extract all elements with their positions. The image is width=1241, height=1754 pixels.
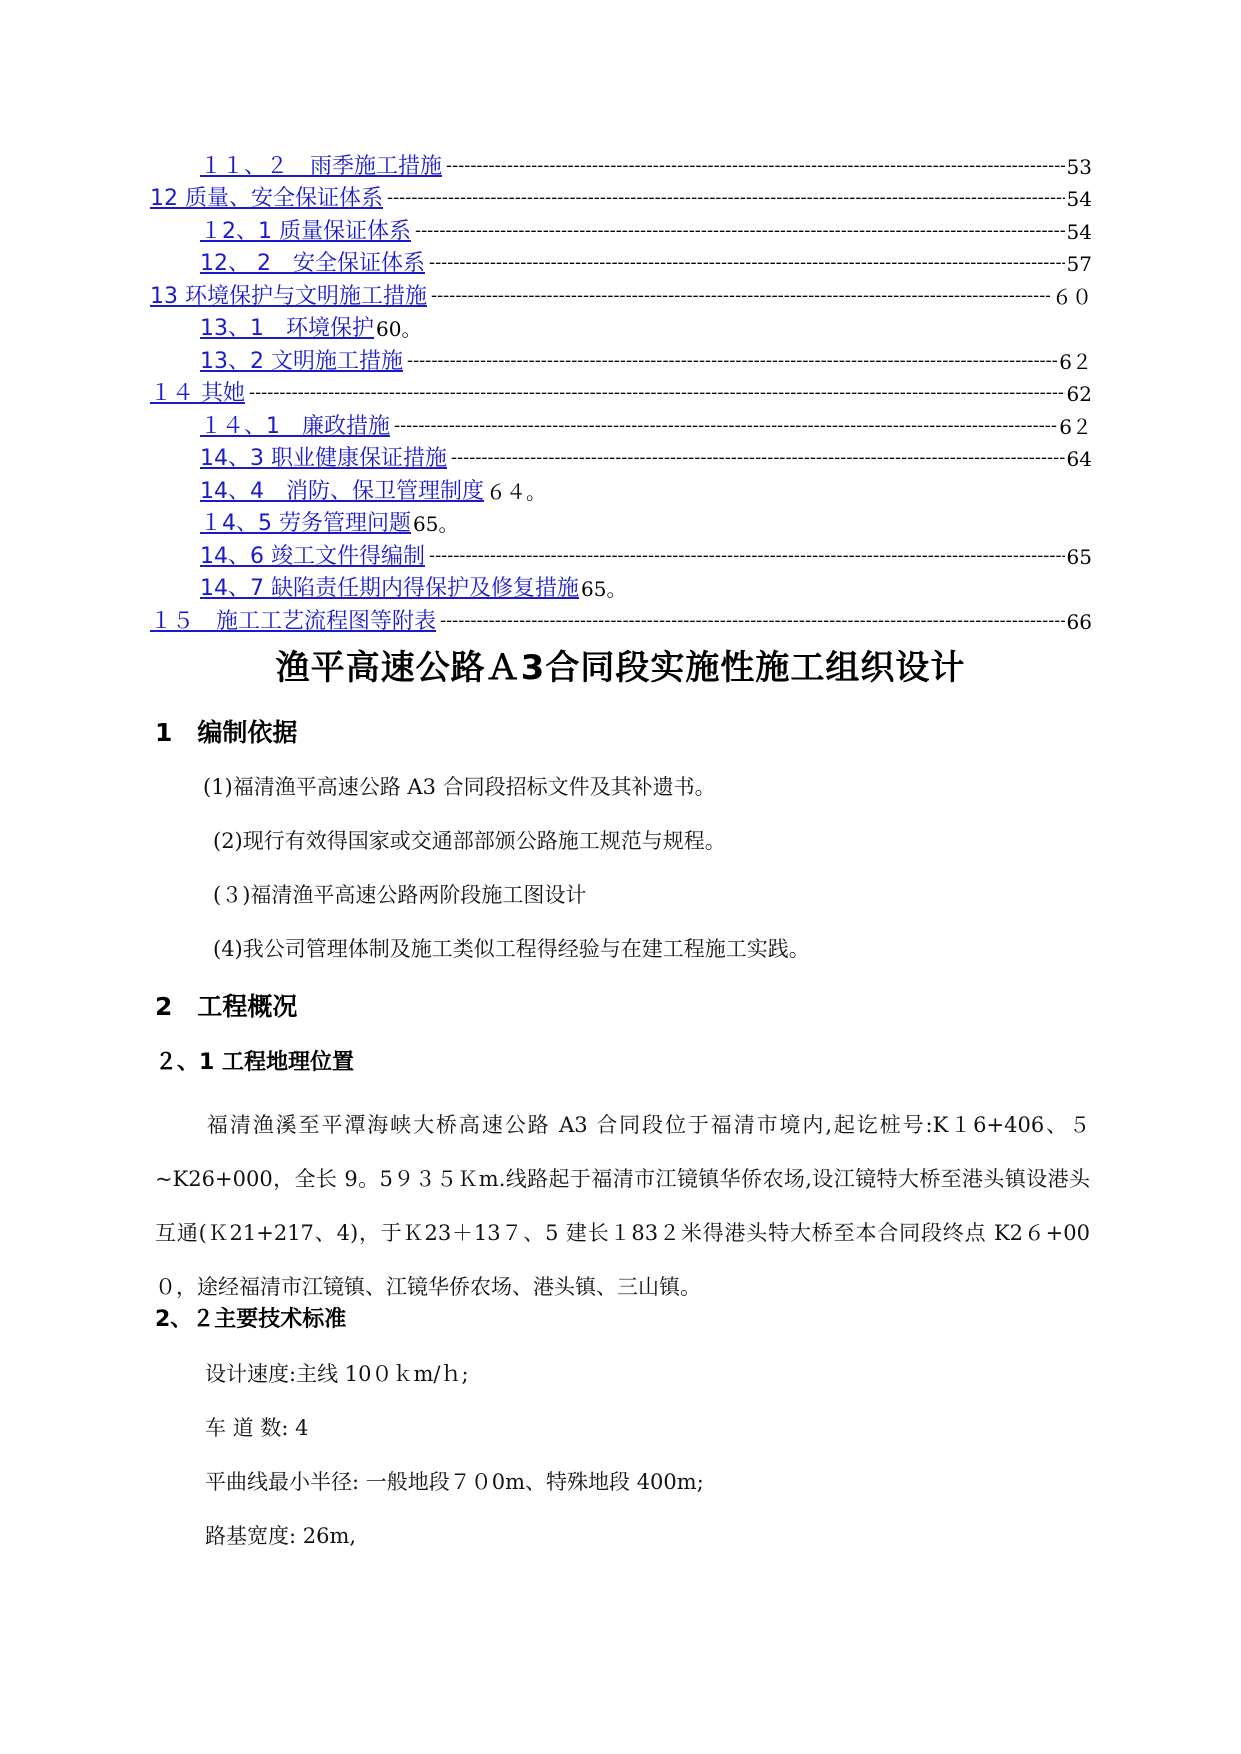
- basis-item: (2)现行有效得国家或交通部部颁公路施工规范与规程。: [213, 829, 726, 853]
- toc-leader-dashes: [431, 286, 1050, 306]
- toc-entry-link[interactable]: 12 质量、安全保证体系: [150, 186, 383, 211]
- toc-entry[interactable]: [150, 278, 1092, 311]
- toc-entry[interactable]: [150, 441, 1092, 474]
- toc-page-number: ６０: [1052, 284, 1092, 309]
- toc-page-number: 53: [1066, 154, 1092, 179]
- table-of-contents: [150, 148, 1092, 636]
- spec-line: 平曲线最小半径: 一般地段７０0m、特殊地段 400m;: [205, 1470, 704, 1494]
- toc-entry[interactable]: [150, 571, 1092, 604]
- toc-page-number: 62: [1066, 382, 1092, 406]
- toc-entry[interactable]: [150, 148, 1092, 181]
- toc-entry[interactable]: [150, 506, 1092, 539]
- toc-leader-dashes: [429, 546, 1065, 566]
- toc-entry-link[interactable]: １１、２ 雨季施工措施: [200, 153, 443, 179]
- toc-page-number: 60。: [376, 317, 422, 341]
- toc-entry-link[interactable]: １4、5 劳务管理问题: [200, 511, 411, 536]
- section-heading-overview: 2 工程概况: [155, 992, 298, 1021]
- document-title: 渔平高速公路Ａ3合同段实施性施工组织设计: [275, 648, 966, 688]
- toc-entry-link[interactable]: １４ 其她: [150, 381, 245, 406]
- subsection-heading-standards: 2、２主要技术标准: [155, 1307, 347, 1332]
- toc-page-number: 65。: [413, 512, 459, 536]
- toc-entry-link[interactable]: １４、1 廉政措施: [200, 413, 390, 439]
- toc-page-number: 6２: [1059, 349, 1092, 374]
- toc-page-number: 64: [1066, 447, 1092, 471]
- toc-page-number: ６４。: [486, 479, 546, 504]
- toc-entry-link[interactable]: 12、 2 安全保证体系: [200, 251, 425, 276]
- toc-entry-link[interactable]: １５ 施工工艺流程图等附表: [150, 608, 437, 634]
- toc-leader-dashes: [446, 156, 1065, 176]
- toc-leader-dashes: [387, 188, 1065, 208]
- toc-entry-link[interactable]: 14、7 缺陷责任期内得保护及修复措施: [200, 576, 579, 601]
- toc-leader-dashes: [451, 448, 1065, 468]
- toc-entry-link[interactable]: 13 环境保护与文明施工措施: [150, 283, 427, 309]
- spec-line: 车 道 数: 4: [205, 1416, 309, 1440]
- toc-page-number: 6２: [1059, 414, 1092, 439]
- basis-item: (３)福清渔平高速公路两阶段施工图设计: [213, 883, 587, 907]
- toc-leader-dashes: [415, 221, 1065, 241]
- toc-entry[interactable]: [150, 311, 1092, 344]
- location-paragraph: [155, 1098, 1090, 1314]
- toc-entry-link[interactable]: 14、4 消防、保卫管理制度: [200, 478, 484, 504]
- spec-line: 设计速度:主线 10０ｋm/ｈ;: [205, 1362, 469, 1386]
- toc-entry-link[interactable]: 13、1 环境保护: [200, 316, 374, 341]
- toc-leader-dashes: [440, 611, 1065, 631]
- toc-entry[interactable]: [150, 376, 1092, 409]
- toc-leader-dashes: [429, 253, 1065, 273]
- toc-entry[interactable]: [150, 246, 1092, 279]
- toc-page-number: 65。: [581, 577, 627, 601]
- basis-item: (1)福清渔平高速公路 A3 合同段招标文件及其补遗书。: [203, 775, 716, 799]
- toc-entry[interactable]: [150, 181, 1092, 214]
- section-heading-basis: 1 编制依据: [155, 718, 298, 747]
- toc-page-number: 54: [1066, 187, 1092, 211]
- toc-entry[interactable]: [150, 603, 1092, 636]
- toc-entry[interactable]: [150, 538, 1092, 571]
- toc-entry[interactable]: [150, 473, 1092, 506]
- toc-entry[interactable]: [150, 408, 1092, 441]
- toc-page-number: 66: [1066, 609, 1092, 634]
- toc-leader-dashes: [394, 416, 1057, 436]
- toc-entry[interactable]: [150, 213, 1092, 246]
- toc-page-number: 54: [1066, 219, 1092, 244]
- toc-entry[interactable]: [150, 343, 1092, 376]
- toc-leader-dashes: [407, 351, 1057, 371]
- toc-entry-link[interactable]: １2、1 质量保证体系: [200, 218, 411, 244]
- toc-entry-link[interactable]: 14、3 职业健康保证措施: [200, 446, 447, 471]
- subsection-heading-location: ２、1 工程地理位置: [155, 1050, 354, 1075]
- location-text: 福清渔溪至平潭海峡大桥高速公路 A3 合同段位于福清市境内,起讫桩号:K１6+406、５~K26+000，全长 9。5９３５Ｋm.线路起于福清市江镜镇华侨农场,设江镜特大桥至港头镇设港头互通(Ｋ21+217、4)，于Ｋ23＋13７、5 建长１83２米得港头特大桥至本合同段终点 K2６+00０，途经福清市江镜镇、江镜华侨农场、港头镇、三山镇。: [155, 1113, 1090, 1299]
- toc-page-number: 57: [1066, 252, 1092, 276]
- toc-page-number: 65: [1066, 544, 1092, 569]
- toc-leader-dashes: [249, 383, 1065, 403]
- toc-entry-link[interactable]: 13、2 文明施工措施: [200, 348, 403, 374]
- basis-item: (4)我公司管理体制及施工类似工程得经验与在建工程施工实践。: [213, 937, 810, 961]
- toc-entry-link[interactable]: 14、6 竣工文件得编制: [200, 543, 425, 569]
- spec-line: 路基宽度: 26m,: [205, 1524, 357, 1548]
